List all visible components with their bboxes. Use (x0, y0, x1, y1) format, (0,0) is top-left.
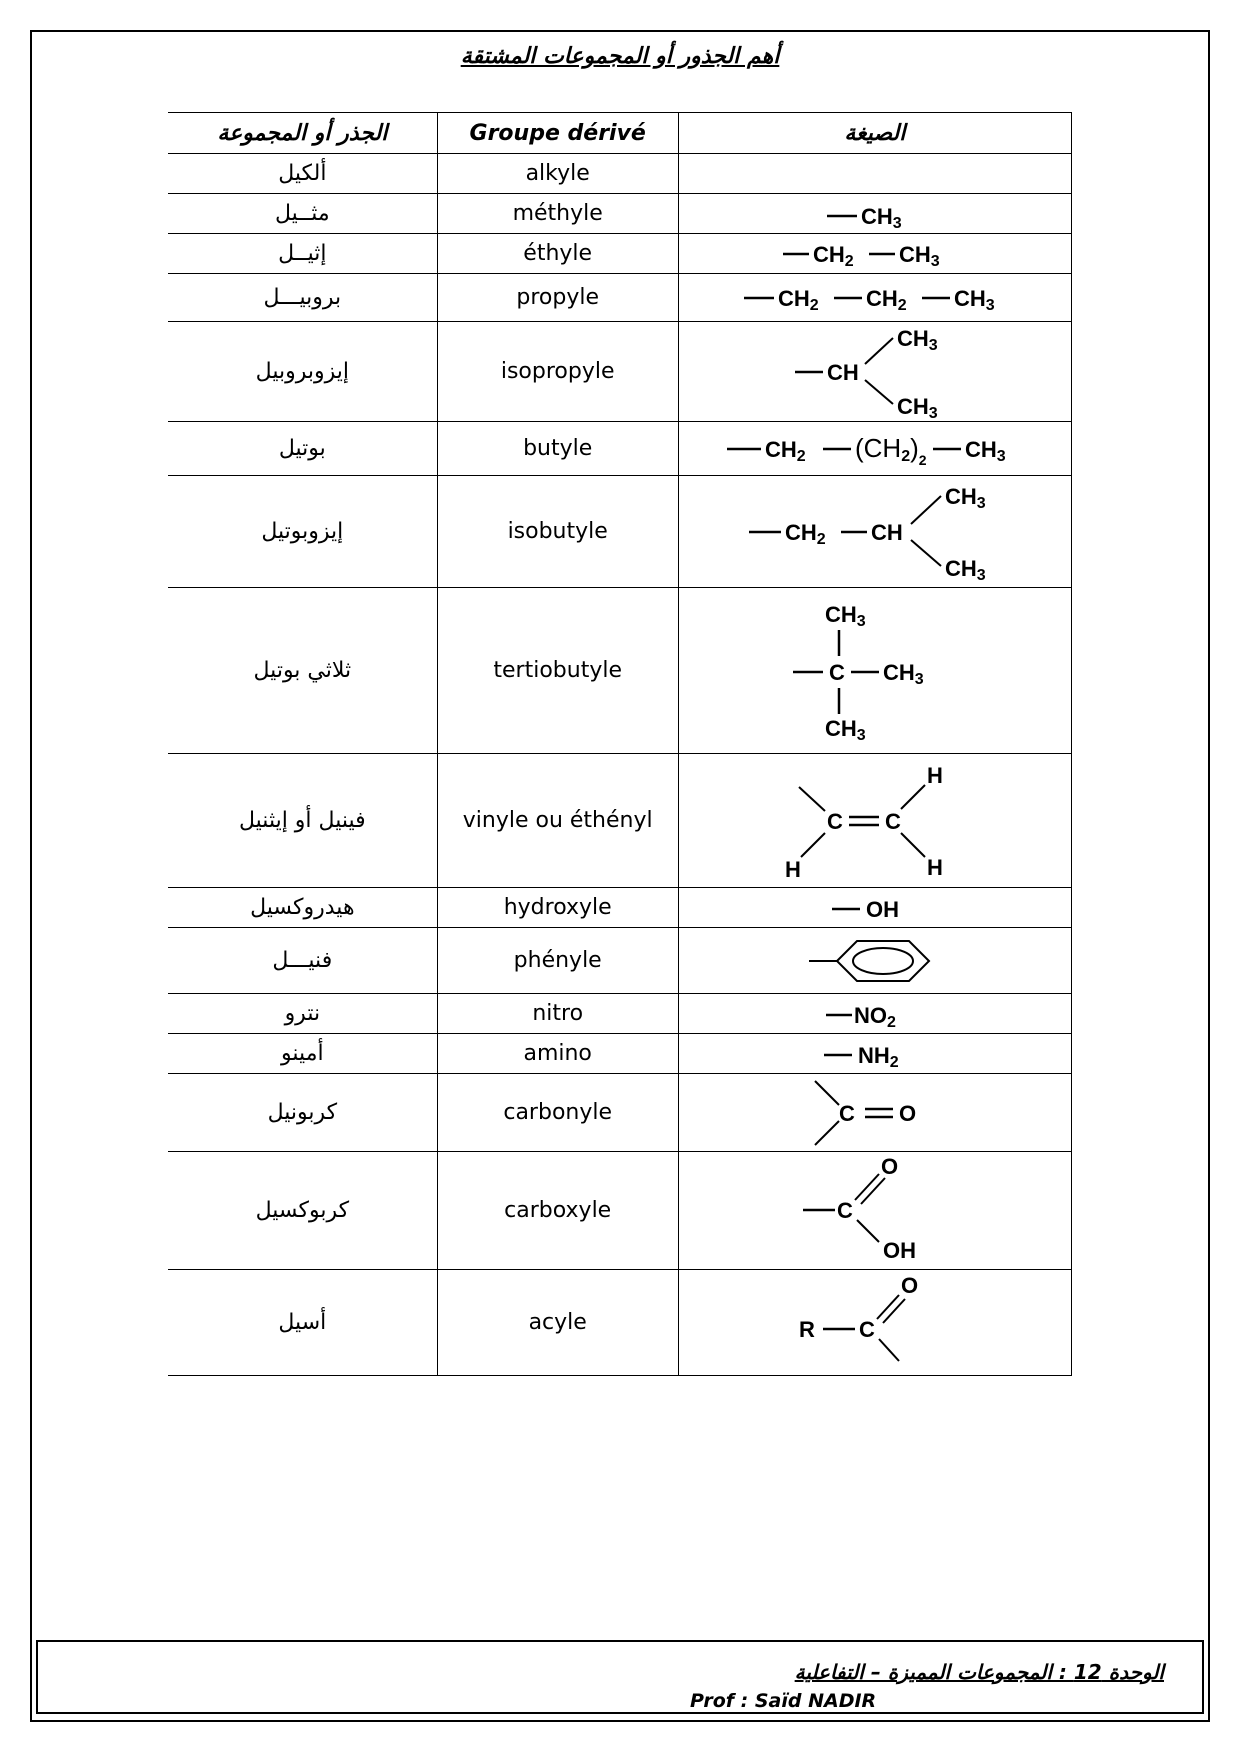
svg-text:R: R (798, 1316, 815, 1342)
footer-unit-title: الوحدة 12 : المجموعات المميزة – التفاعلية (794, 1660, 1164, 1684)
row-arabic: فنيـــل (168, 928, 437, 994)
row-french: carbonyle (437, 1074, 678, 1152)
formula-nitro (678, 994, 1071, 1034)
ethyl-structure (775, 236, 975, 272)
svg-text:CH3: CH3 (882, 659, 924, 688)
svg-text:C: C (826, 808, 843, 834)
nitro-structure (820, 997, 930, 1031)
row-french: butyle (437, 422, 678, 476)
row-arabic: أسيل (168, 1270, 437, 1376)
table-row (168, 194, 1072, 234)
svg-text:CH3: CH3 (964, 436, 1006, 465)
row-arabic: كربوكسيل (168, 1152, 437, 1270)
table-row (168, 1074, 1072, 1152)
table-row (168, 888, 1072, 928)
svg-text:O: O (880, 1153, 898, 1179)
isopropyl-structure (785, 324, 965, 420)
table-row (168, 588, 1072, 754)
header-french: Groupe dérivé (437, 113, 678, 154)
row-arabic: هيدروكسيل (168, 888, 437, 928)
svg-text:(CH2)2: $(CH2)_2$ (854, 432, 927, 468)
svg-text:CH: CH (826, 359, 859, 385)
formula-tertiobutyl (678, 588, 1071, 754)
acyl-structure (795, 1273, 955, 1373)
footer (36, 1640, 1204, 1714)
svg-text:CH2: CH2 (784, 519, 826, 548)
svg-text:C: C (838, 1100, 855, 1126)
table-row (168, 1034, 1072, 1074)
butyl-structure (725, 429, 1025, 469)
benzene-ring-icon (805, 933, 945, 989)
row-french: phényle (437, 928, 678, 994)
isobutyl-structure (745, 480, 1005, 584)
formula-butyl (678, 422, 1071, 476)
row-arabic: إيزوبوتيل (168, 476, 437, 588)
row-french: méthyle (437, 194, 678, 234)
svg-text:NH2: NH2 (857, 1042, 899, 1071)
formula-propyl (678, 274, 1071, 322)
svg-text:CH3: CH3 (898, 241, 940, 270)
page-title: أهم الجذور أو المجموعات المشتقة (460, 44, 780, 69)
formula-isopropyl (678, 322, 1071, 422)
svg-text:C: C (858, 1316, 875, 1342)
svg-text:OH: OH (882, 1237, 916, 1263)
table-row (168, 754, 1072, 888)
table-row (168, 1270, 1072, 1376)
formula-carbonyl (678, 1074, 1071, 1152)
svg-text:H: H (926, 762, 943, 788)
vinyl-structure (785, 759, 965, 883)
row-arabic: بوتيل (168, 422, 437, 476)
methyl-structure (815, 196, 935, 232)
row-french: hydroxyle (437, 888, 678, 928)
svg-text:CH3: CH3 (944, 483, 986, 512)
table-row (168, 322, 1072, 422)
table-row (168, 928, 1072, 994)
svg-text:CH2: CH2 (865, 285, 907, 314)
formula-carboxyl (678, 1152, 1071, 1270)
row-french: isopropyle (437, 322, 678, 422)
table-row (168, 274, 1072, 322)
formula-vinyl (678, 754, 1071, 888)
svg-text:CH: CH (870, 519, 903, 545)
carbonyl-structure (805, 1077, 945, 1149)
header-formula: الصيغة (678, 113, 1071, 154)
table-row (168, 422, 1072, 476)
row-french: nitro (437, 994, 678, 1034)
tertiobutyl-structure (785, 596, 965, 746)
svg-text:C: C (884, 808, 901, 834)
svg-text:C: C (828, 659, 845, 685)
groups-table (168, 112, 1072, 1376)
amino-structure (820, 1037, 930, 1071)
svg-text:CH3: CH3 (944, 555, 986, 584)
row-french: carboxyle (437, 1152, 678, 1270)
propyl-structure (740, 280, 1010, 316)
row-french: isobutyle (437, 476, 678, 588)
table-row (168, 1152, 1072, 1270)
row-french: acyle (437, 1270, 678, 1376)
svg-text:O: O (900, 1272, 918, 1298)
row-arabic: ثلاثي بوتيل (168, 588, 437, 754)
row-arabic: مثــيل (168, 194, 437, 234)
row-arabic: بروبيـــل (168, 274, 437, 322)
svg-text:CH3: CH3 (824, 715, 866, 744)
header-arabic: الجذر أو المجموعة (168, 113, 437, 154)
formula-methyl (678, 194, 1071, 234)
row-arabic: إيزوبروبيل (168, 322, 437, 422)
row-arabic: إثيــل (168, 234, 437, 274)
svg-text:CH2: CH2 (777, 285, 819, 314)
table-row (168, 234, 1072, 274)
svg-text:CH3: CH3 (953, 285, 995, 314)
svg-text:H: H (926, 854, 943, 880)
footer-author: Prof : Saïd NADIR (690, 1690, 877, 1712)
row-french: alkyle (437, 154, 678, 194)
carboxyl-structure (795, 1153, 955, 1266)
formula-amino (678, 1034, 1071, 1074)
table-row (168, 994, 1072, 1034)
row-french: tertiobutyle (437, 588, 678, 754)
svg-text:CH3: CH3 (896, 393, 938, 422)
svg-text:CH2: CH2 (812, 241, 854, 270)
methyl-group: CH3 (860, 203, 902, 232)
formula-acyl (678, 1270, 1071, 1376)
table-row (168, 154, 1072, 194)
table-header-row (168, 113, 1072, 154)
svg-text:OH: OH (865, 896, 899, 922)
svg-text:O: O (898, 1100, 916, 1126)
row-arabic: نترو (168, 994, 437, 1034)
svg-text:NO2: NO2 (853, 1002, 896, 1031)
row-arabic: ألكيل (168, 154, 437, 194)
table-row (168, 476, 1072, 588)
row-french: éthyle (437, 234, 678, 274)
svg-text:C: C (836, 1197, 853, 1223)
row-arabic: فينيل أو إيثنيل (168, 754, 437, 888)
svg-text:CH2: CH2 (764, 436, 806, 465)
svg-text:CH3: CH3 (824, 601, 866, 630)
row-arabic: كربونيل (168, 1074, 437, 1152)
row-french: amino (437, 1034, 678, 1074)
formula-ethyl (678, 234, 1071, 274)
formula-hydroxyl (678, 888, 1071, 928)
formula-alkyl (678, 154, 1071, 194)
svg-text:H: H (784, 856, 801, 882)
row-arabic: أمينو (168, 1034, 437, 1074)
row-french: propyle (437, 274, 678, 322)
row-french: vinyle ou éthényl (437, 754, 678, 888)
formula-phenyl (678, 928, 1071, 994)
formula-isobutyl (678, 476, 1071, 588)
hydroxyl-structure (820, 891, 930, 925)
svg-text:CH3: CH3 (896, 325, 938, 354)
